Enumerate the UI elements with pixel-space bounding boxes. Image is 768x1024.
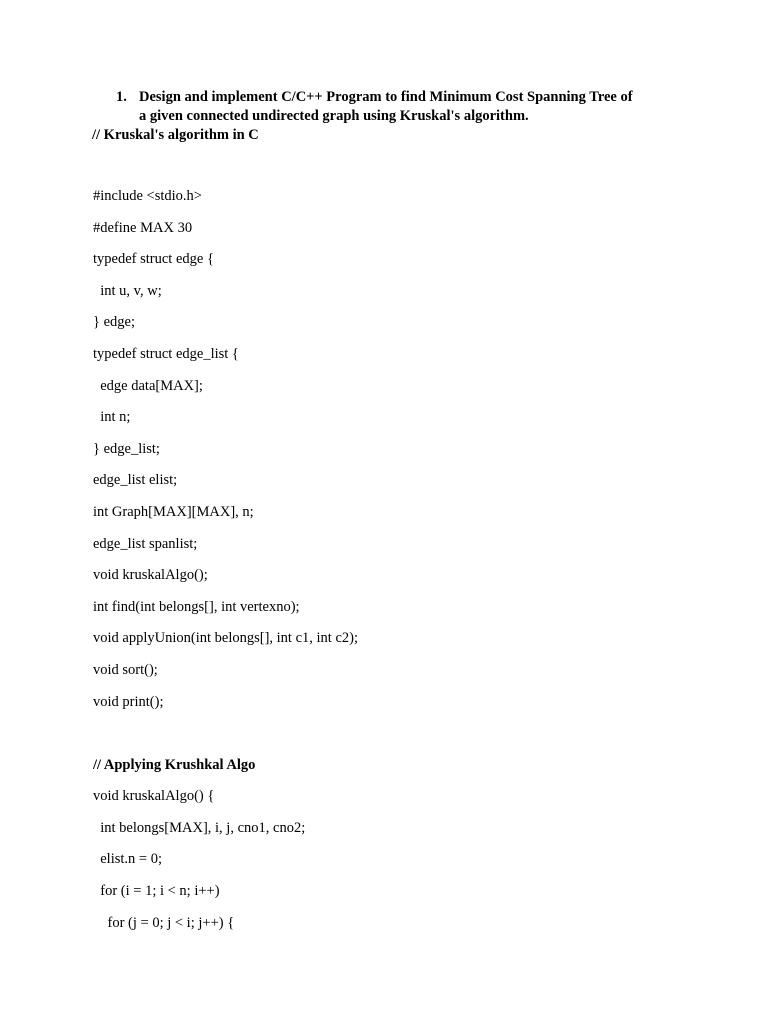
code-section-comment: // Applying Krushkal Algo: [93, 756, 256, 773]
code-line-define: #define MAX 30: [93, 219, 193, 236]
code-line: void applyUnion(int belongs[], int c1, int c2);: [93, 630, 358, 647]
code-line-include: #include <stdio.h>: [93, 188, 202, 204]
code-listing: [93, 181, 733, 939]
code-line: typedef struct edge {: [93, 251, 214, 268]
blank-line: [93, 718, 733, 750]
code-line: void kruskalAlgo() {: [93, 788, 215, 805]
question-item: [92, 88, 712, 126]
code-line: edge_list spanlist;: [93, 535, 198, 552]
code-line: void sort();: [93, 661, 158, 678]
code-line: void kruskalAlgo();: [93, 567, 208, 584]
code-line: for (j = 0; j < i; j++) {: [93, 914, 235, 931]
code-line: int Graph[MAX][MAX], n;: [93, 503, 254, 520]
code-line: int u, v, w;: [93, 282, 162, 299]
code-line: for (i = 1; i < n; i++): [93, 883, 220, 900]
code-line: } edge_list;: [93, 440, 160, 457]
code-line: } edge;: [93, 314, 135, 331]
question-number: 1.: [116, 89, 127, 105]
code-line: int belongs[MAX], i, j, cno1, cno2;: [93, 819, 306, 836]
code-line: int find(int belongs[], int vertexno);: [93, 598, 300, 615]
question-title-line-2: a given connected undirected graph using Kruskal's algorithm.: [139, 108, 529, 124]
code-line: edge_list elist;: [93, 472, 178, 489]
code-line: typedef struct edge_list {: [93, 345, 239, 362]
code-line: edge data[MAX];: [93, 377, 203, 394]
code-line: elist.n = 0;: [93, 851, 162, 868]
code-line: int n;: [93, 409, 131, 426]
question-heading: [92, 88, 712, 145]
code-line: void print();: [93, 693, 164, 710]
question-title-line-1: Design and implement C/C++ Program to find Minimum Cost Spanning Tree of: [139, 89, 633, 105]
code-comment-title: // Kruskal's algorithm in C: [92, 127, 259, 143]
